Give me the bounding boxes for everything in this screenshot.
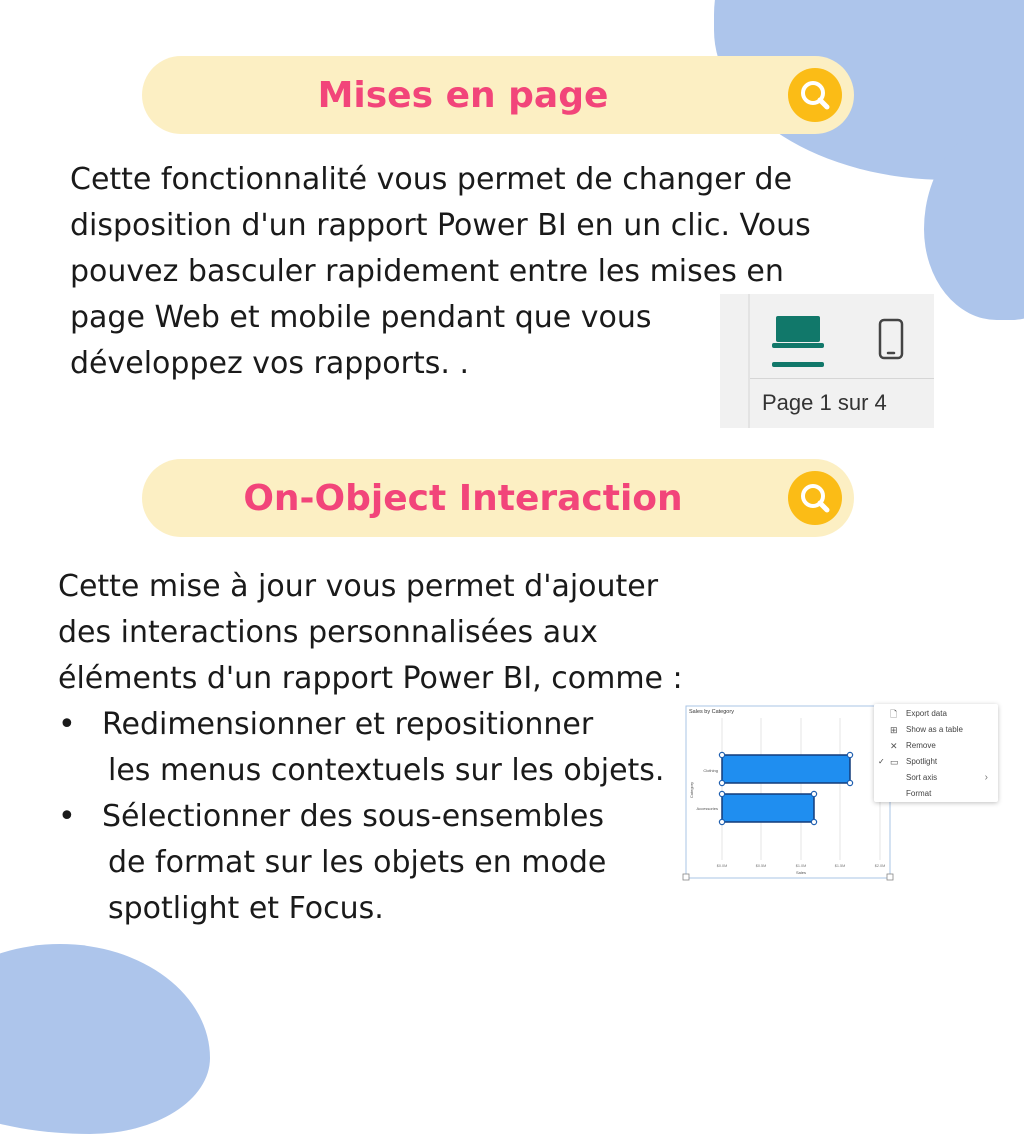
menu-item-label: Sort axis bbox=[906, 773, 938, 782]
section2-paragraph bbox=[58, 564, 683, 932]
menu-item-label: Export data bbox=[906, 709, 947, 718]
section-header-mises-en-page bbox=[142, 56, 854, 134]
search-button[interactable] bbox=[788, 471, 842, 525]
y-axis-label: Category bbox=[689, 781, 694, 799]
divider bbox=[750, 378, 934, 379]
paragraph-line: Cette fonctionnalité vous permet de changer de bbox=[70, 162, 793, 197]
resize-handle[interactable] bbox=[811, 819, 816, 824]
context-menu bbox=[874, 704, 998, 802]
x-tick-label: $0.0M bbox=[716, 864, 728, 868]
export-icon: 🗋 bbox=[890, 709, 898, 719]
table-icon: ⊞ bbox=[890, 725, 898, 735]
list-item-text: spotlight et Focus. bbox=[108, 891, 384, 926]
laptop-icon[interactable] bbox=[770, 312, 826, 352]
search-icon bbox=[788, 68, 842, 122]
paragraph-line: des interactions personnalisées aux bbox=[58, 615, 598, 650]
list-item-text: Redimensionner et repositionner bbox=[102, 707, 594, 742]
active-tab-indicator bbox=[772, 362, 824, 367]
menu-item-sort-axis[interactable] bbox=[874, 771, 998, 785]
paragraph-line: page Web et mobile pendant que vous bbox=[70, 300, 652, 335]
x-tick-label: $1.0M bbox=[795, 864, 807, 868]
chevron-right-icon: › bbox=[984, 772, 988, 783]
search-icon bbox=[788, 471, 842, 525]
menu-item-format[interactable] bbox=[874, 787, 998, 801]
layout-switcher-screenshot bbox=[720, 294, 934, 428]
paragraph-line: Cette mise à jour vous permet d'ajouter bbox=[58, 569, 659, 604]
menu-item-remove[interactable] bbox=[874, 739, 998, 753]
menu-item-spotlight[interactable] bbox=[874, 755, 998, 769]
resize-handle[interactable] bbox=[719, 752, 724, 757]
menu-item-label: Format bbox=[906, 789, 932, 798]
menu-item-label: Remove bbox=[906, 741, 936, 750]
list-item bbox=[58, 702, 683, 794]
phone-icon[interactable] bbox=[876, 318, 906, 362]
bullet-marker: • bbox=[58, 799, 76, 834]
category-label: Clothing bbox=[703, 768, 718, 773]
resize-handle[interactable] bbox=[719, 780, 724, 785]
category-label: Accessories bbox=[696, 806, 718, 811]
x-tick-label: $0.5M bbox=[755, 864, 767, 868]
list-item-text: les menus contextuels sur les objets. bbox=[108, 753, 665, 788]
menu-item-export-data[interactable] bbox=[874, 707, 998, 721]
paragraph-line: disposition d'un rapport Power BI en un clic. Vous bbox=[70, 208, 811, 243]
section1-paragraph bbox=[70, 157, 811, 387]
list-item-text: de format sur les objets en mode bbox=[108, 845, 607, 880]
section-header-on-object bbox=[142, 459, 854, 537]
paragraph-line: pouvez basculer rapidement entre les mises en bbox=[70, 254, 784, 289]
chart-title: Sales by Category bbox=[689, 709, 734, 715]
resize-handle[interactable] bbox=[847, 752, 852, 757]
resize-handle[interactable] bbox=[811, 791, 816, 796]
section-title: Mises en page bbox=[317, 74, 609, 116]
list-item-text: Sélectionner des sous-ensembles bbox=[102, 799, 604, 834]
check-icon: ✓ bbox=[878, 757, 885, 766]
paragraph-line: éléments d'un rapport Power BI, comme : bbox=[58, 661, 683, 696]
x-tick-label: $2.0M bbox=[874, 864, 886, 868]
divider bbox=[748, 294, 750, 428]
section-title: On-Object Interaction bbox=[243, 477, 683, 519]
x-tick-label: $1.5M bbox=[834, 864, 846, 868]
resize-handle[interactable] bbox=[719, 791, 724, 796]
resize-handle[interactable] bbox=[719, 819, 724, 824]
x-axis-label: Sales bbox=[795, 870, 807, 875]
decorative-blob-bottom-left bbox=[0, 944, 210, 1134]
menu-item-label: Spotlight bbox=[906, 757, 938, 766]
bar-clothing[interactable] bbox=[722, 755, 850, 783]
close-icon: ✕ bbox=[890, 741, 898, 751]
menu-item-label: Show as a table bbox=[906, 725, 963, 734]
menu-item-show-as-table[interactable] bbox=[874, 723, 998, 737]
page-indicator: Page 1 sur 4 bbox=[762, 390, 887, 415]
paragraph-line: développez vos rapports. . bbox=[70, 346, 469, 381]
spotlight-icon: ▭ bbox=[890, 757, 899, 767]
bar-accessories[interactable] bbox=[722, 794, 814, 822]
list-item bbox=[58, 794, 683, 932]
resize-handle[interactable] bbox=[847, 780, 852, 785]
search-button[interactable] bbox=[788, 68, 842, 122]
bullet-marker: • bbox=[58, 707, 76, 742]
